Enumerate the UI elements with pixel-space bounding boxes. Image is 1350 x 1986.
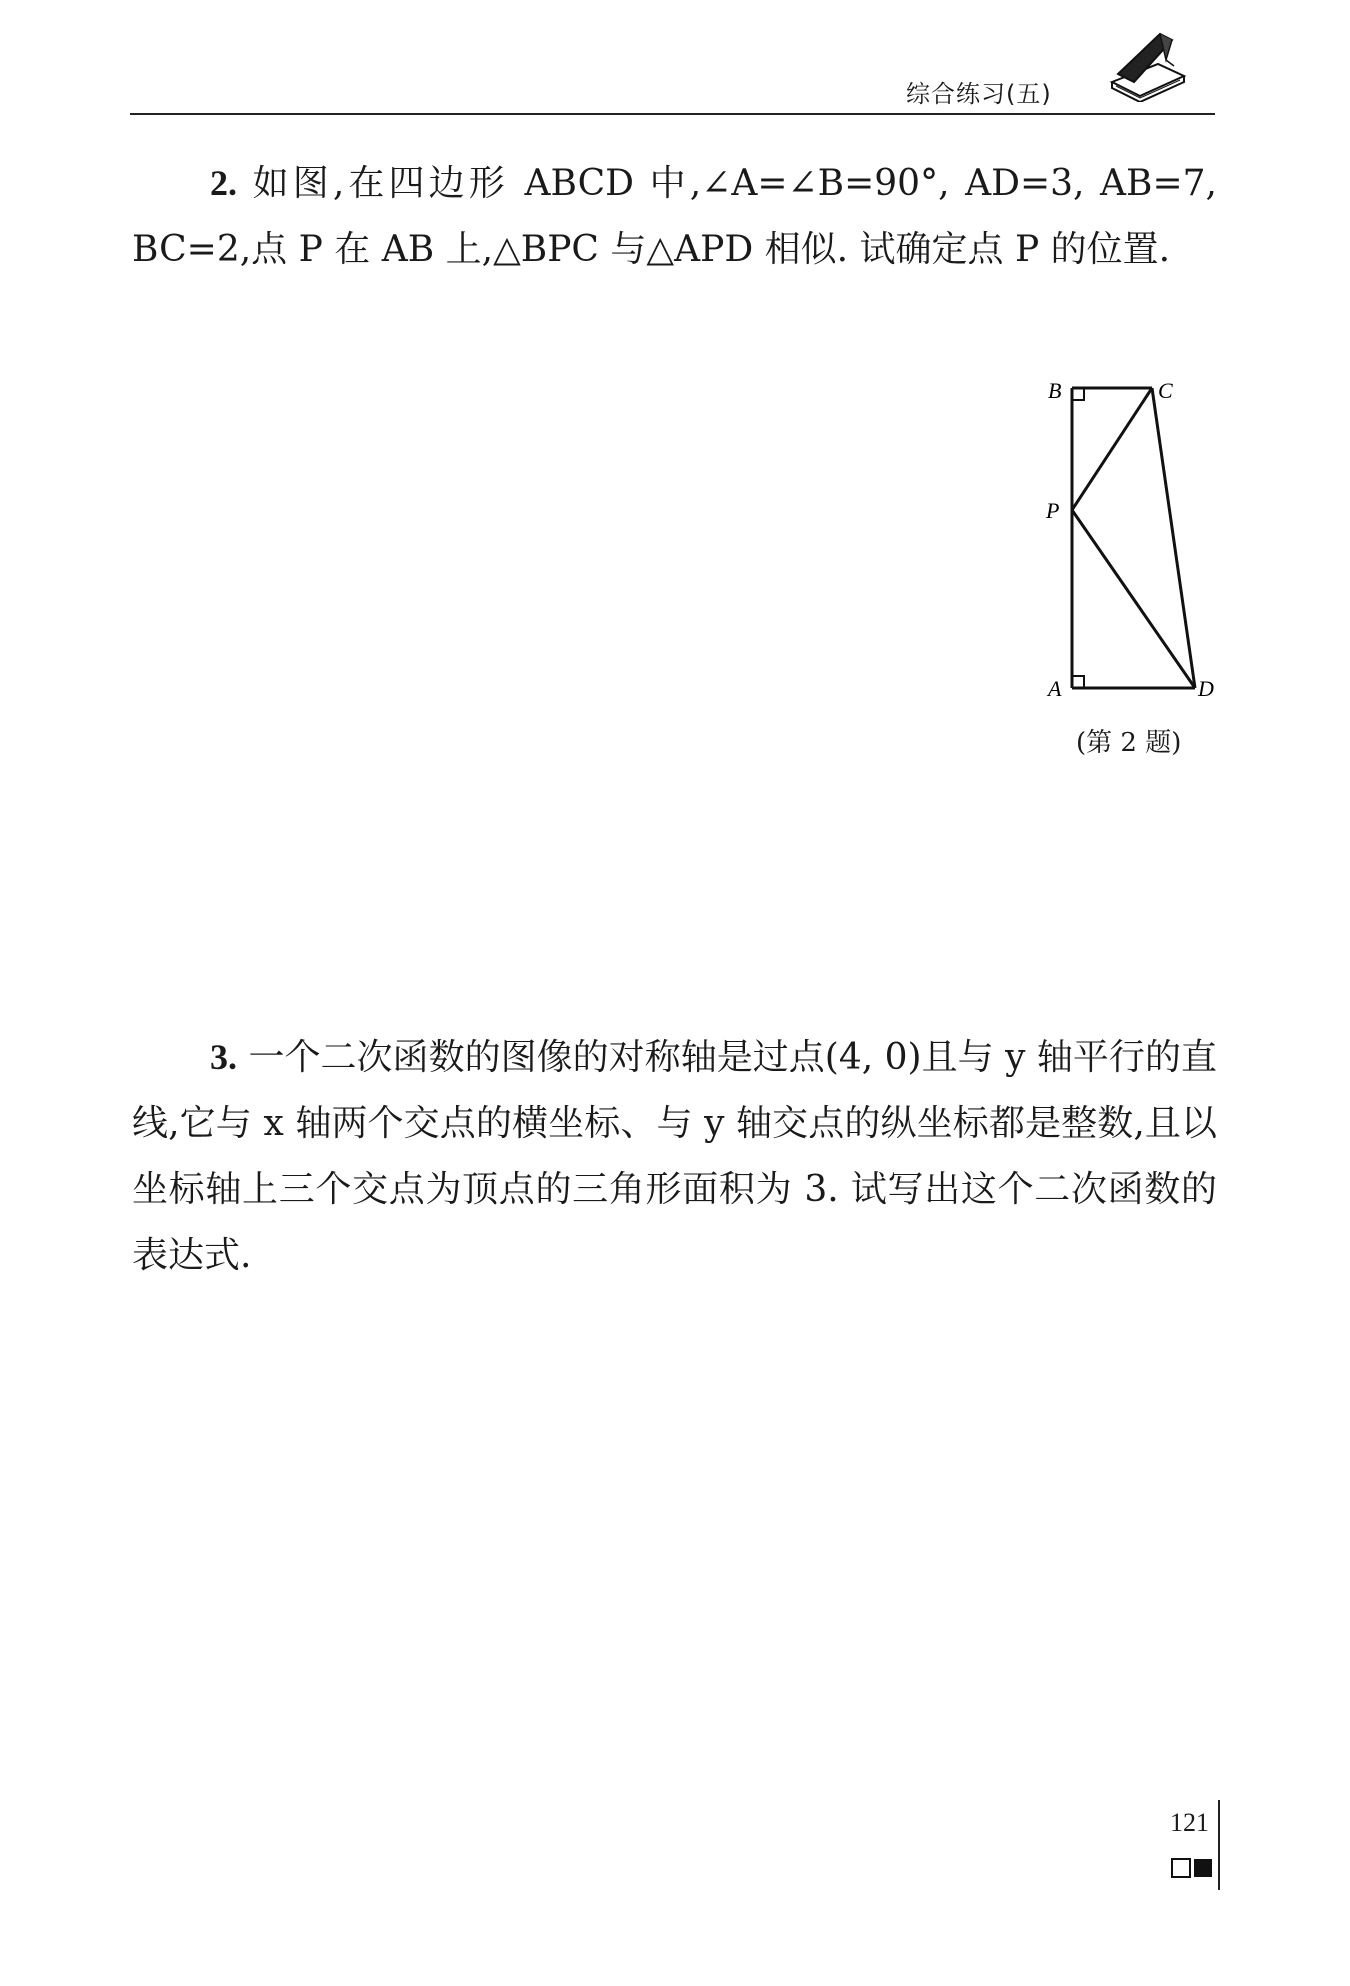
vertex-label-p: P [1046,498,1060,523]
running-header-title: 综合练习(五) [906,80,1052,108]
book-icon [1108,30,1188,106]
vertex-label-d: D [1198,676,1214,701]
quadrilateral-figure [1040,370,1230,714]
problem-3-text: 一个二次函数的图像的对称轴是过点(4, 0)且与 y 轴平行的直线,它与 x 轴两个交点的横坐标、与 y 轴交点的纵坐标都是整数,且以坐标轴上三个交点为顶点的三角形面积为 3. 试写出这个二次函数的表达式. [132,1037,1217,1276]
vertex-label-c: C [1158,378,1173,403]
page-number: 121 [1170,1808,1209,1837]
header-rule [130,113,1215,115]
page-mark-icon [1170,1856,1218,1884]
problem-3-number: 3. [210,1037,237,1077]
vertex-label-a: A [1048,676,1062,701]
page-rule [1218,1800,1220,1890]
figure-caption: (第 2 题) [1076,728,1182,758]
vertex-label-b: B [1048,378,1062,403]
problem-3 [132,1024,1217,1289]
problem-2 [132,150,1217,283]
problem-2-text: 如图,在四边形 ABCD 中,∠A=∠B=90°, AD=3, AB=7, BC=2,点 P 在 AB 上,△BPC 与△APD 相似. 试确定点 P 的位置. [132,163,1217,270]
problem-2-number: 2. [210,163,237,203]
